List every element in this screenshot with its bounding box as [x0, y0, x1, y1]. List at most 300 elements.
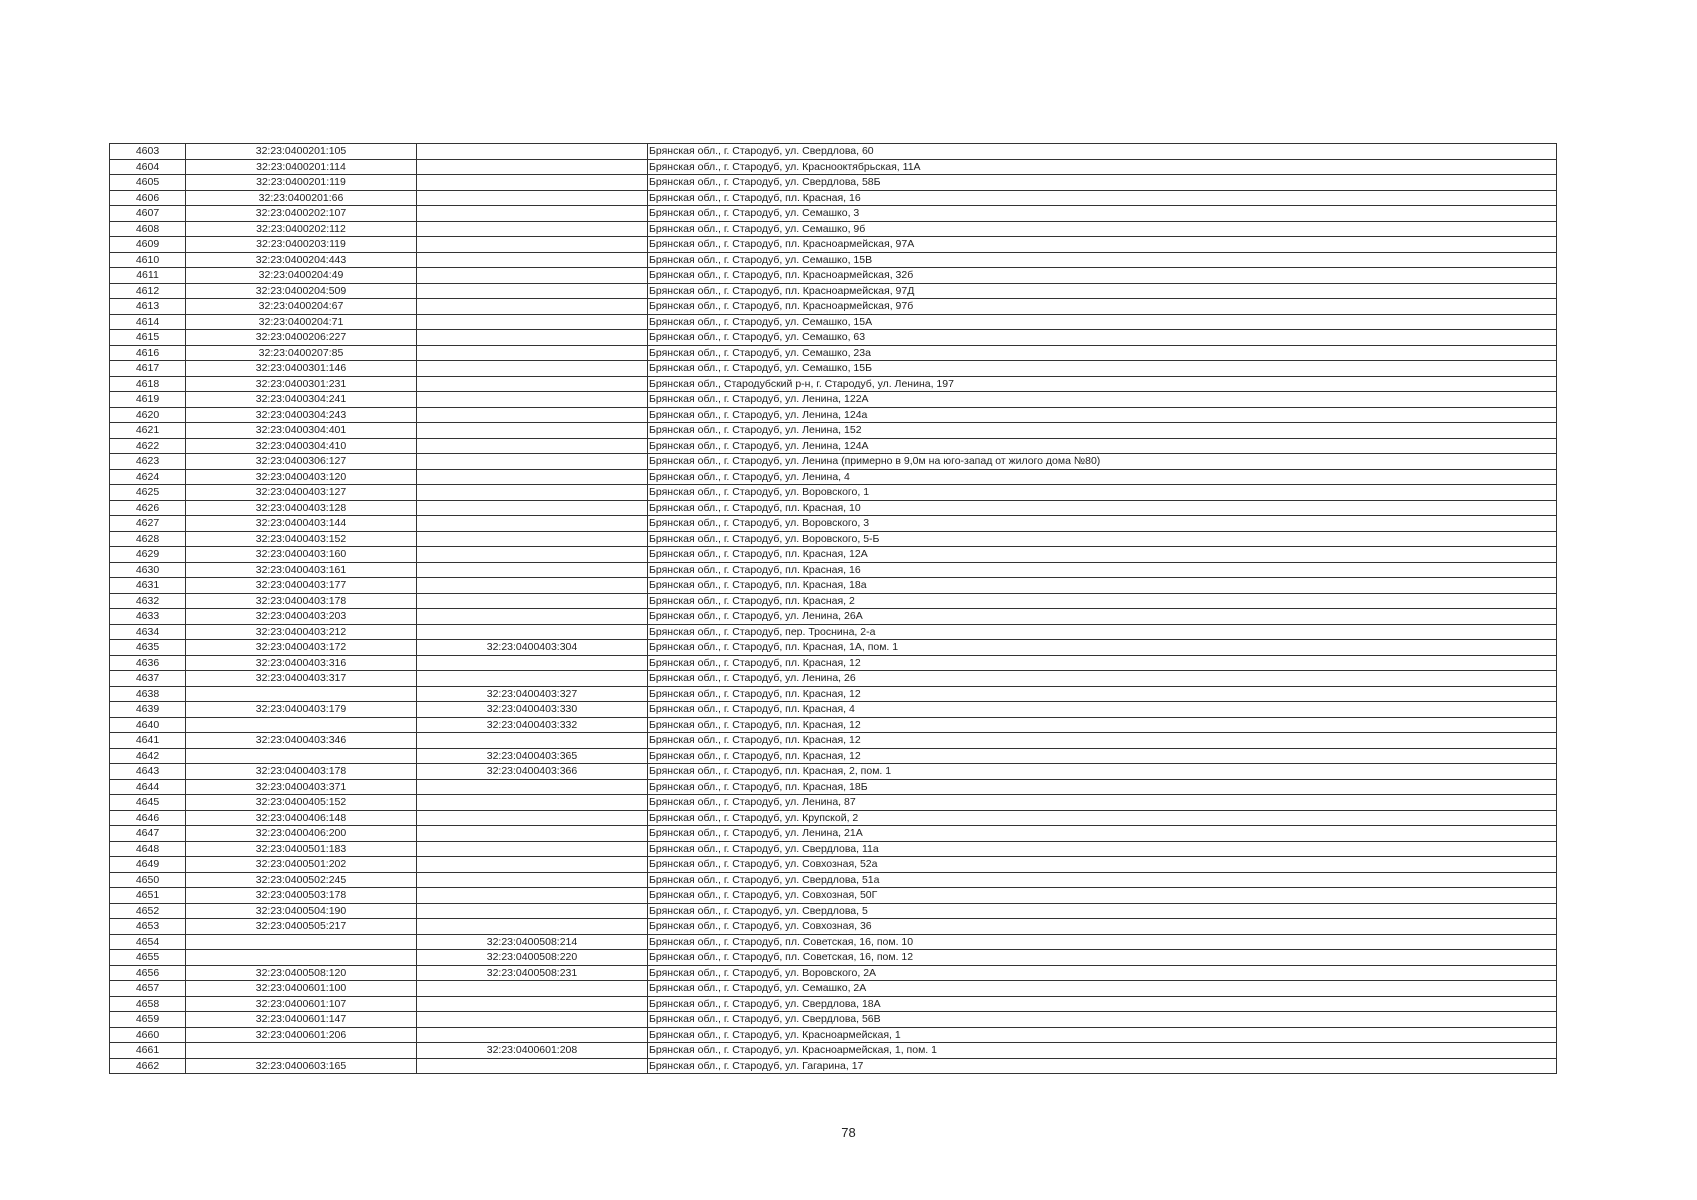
row-number-cell: 4612: [110, 283, 186, 299]
row-number-cell: 4651: [110, 888, 186, 904]
cadastral-number-cell: [186, 950, 417, 966]
address-cell: Брянская обл., г. Стародуб, ул. Воровского, 3: [648, 516, 1557, 532]
cadastral-number-cell: 32:23:0400403:144: [186, 516, 417, 532]
related-cadastral-number-cell: [417, 671, 648, 687]
table-row: [110, 609, 1557, 625]
property-table-body: [110, 144, 1557, 1074]
row-number-cell: 4639: [110, 702, 186, 718]
table-row: [110, 423, 1557, 439]
cadastral-number-cell: 32:23:0400304:243: [186, 407, 417, 423]
row-number-cell: 4620: [110, 407, 186, 423]
related-cadastral-number-cell: [417, 981, 648, 997]
table-row: [110, 206, 1557, 222]
address-cell: Брянская обл., г. Стародуб, ул. Воровского, 2А: [648, 965, 1557, 981]
related-cadastral-number-cell: [417, 547, 648, 563]
row-number-cell: 4635: [110, 640, 186, 656]
table-row: [110, 190, 1557, 206]
related-cadastral-number-cell: [417, 454, 648, 470]
address-cell: Брянская обл., г. Стародуб, пл. Красноармейская, 97Д: [648, 283, 1557, 299]
table-row: [110, 516, 1557, 532]
table-row: [110, 361, 1557, 377]
related-cadastral-number-cell: [417, 175, 648, 191]
address-cell: Брянская обл., г. Стародуб, ул. Свердлова, 18А: [648, 996, 1557, 1012]
related-cadastral-number-cell: [417, 206, 648, 222]
address-cell: Брянская обл., г. Стародуб, ул. Семашко, 2А: [648, 981, 1557, 997]
cadastral-number-cell: 32:23:0400301:146: [186, 361, 417, 377]
cadastral-number-cell: [186, 934, 417, 950]
address-cell: Брянская обл., г. Стародуб, пл. Красная, 18Б: [648, 779, 1557, 795]
address-cell: Брянская обл., г. Стародуб, пл. Красная, 12: [648, 748, 1557, 764]
cadastral-number-cell: 32:23:0400204:443: [186, 252, 417, 268]
related-cadastral-number-cell: [417, 485, 648, 501]
table-row: [110, 438, 1557, 454]
related-cadastral-number-cell: [417, 531, 648, 547]
table-row: [110, 314, 1557, 330]
table-row: [110, 469, 1557, 485]
address-cell: Брянская обл., г. Стародуб, пл. Красноармейская, 97б: [648, 299, 1557, 315]
related-cadastral-number-cell: [417, 578, 648, 594]
related-cadastral-number-cell: [417, 562, 648, 578]
row-number-cell: 4653: [110, 919, 186, 935]
table-row: [110, 919, 1557, 935]
row-number-cell: 4642: [110, 748, 186, 764]
table-row: [110, 686, 1557, 702]
table-row: [110, 1058, 1557, 1074]
related-cadastral-number-cell: [417, 144, 648, 160]
related-cadastral-number-cell: 32:23:0400403:330: [417, 702, 648, 718]
related-cadastral-number-cell: [417, 872, 648, 888]
related-cadastral-number-cell: [417, 919, 648, 935]
cadastral-number-cell: 32:23:0400502:245: [186, 872, 417, 888]
address-cell: Брянская обл., г. Стародуб, ул. Красноармейская, 1: [648, 1027, 1557, 1043]
table-row: [110, 888, 1557, 904]
row-number-cell: 4627: [110, 516, 186, 532]
address-cell: Брянская обл., г. Стародуб, ул. Ленина, 4: [648, 469, 1557, 485]
cadastral-number-cell: 32:23:0400403:178: [186, 764, 417, 780]
cadastral-number-cell: 32:23:0400403:316: [186, 655, 417, 671]
cadastral-number-cell: 32:23:0400403:177: [186, 578, 417, 594]
row-number-cell: 4656: [110, 965, 186, 981]
row-number-cell: 4659: [110, 1012, 186, 1028]
row-number-cell: 4604: [110, 159, 186, 175]
table-row: [110, 841, 1557, 857]
related-cadastral-number-cell: [417, 810, 648, 826]
related-cadastral-number-cell: 32:23:0400403:366: [417, 764, 648, 780]
related-cadastral-number-cell: [417, 795, 648, 811]
cadastral-number-cell: 32:23:0400505:217: [186, 919, 417, 935]
table-row: [110, 950, 1557, 966]
related-cadastral-number-cell: 32:23:0400403:327: [417, 686, 648, 702]
cadastral-number-cell: 32:23:0400403:371: [186, 779, 417, 795]
row-number-cell: 4638: [110, 686, 186, 702]
related-cadastral-number-cell: [417, 438, 648, 454]
table-row: [110, 299, 1557, 315]
row-number-cell: 4641: [110, 733, 186, 749]
row-number-cell: 4613: [110, 299, 186, 315]
cadastral-number-cell: 32:23:0400403:203: [186, 609, 417, 625]
related-cadastral-number-cell: 32:23:0400508:220: [417, 950, 648, 966]
address-cell: Брянская обл., г. Стародуб, ул. Семашко, 23а: [648, 345, 1557, 361]
address-cell: Брянская обл., г. Стародуб, ул. Красноармейская, 1, пом. 1: [648, 1043, 1557, 1059]
related-cadastral-number-cell: 32:23:0400403:304: [417, 640, 648, 656]
address-cell: Брянская обл., г. Стародуб, пл. Красная, 12: [648, 686, 1557, 702]
address-cell: Брянская обл., г. Стародуб, ул. Семашко, 9б: [648, 221, 1557, 237]
address-cell: Брянская обл., г. Стародуб, ул. Ленина, 21А: [648, 826, 1557, 842]
cadastral-number-cell: 32:23:0400403:346: [186, 733, 417, 749]
cadastral-number-cell: 32:23:0400202:112: [186, 221, 417, 237]
cadastral-number-cell: 32:23:0400306:127: [186, 454, 417, 470]
row-number-cell: 4636: [110, 655, 186, 671]
table-row: [110, 1027, 1557, 1043]
related-cadastral-number-cell: [417, 1027, 648, 1043]
related-cadastral-number-cell: [417, 516, 648, 532]
address-cell: Брянская обл., г. Стародуб, пер. Троснина, 2-а: [648, 624, 1557, 640]
address-cell: Брянская обл., г. Стародуб, ул. Ленина, 124а: [648, 407, 1557, 423]
table-row: [110, 1043, 1557, 1059]
address-cell: Брянская обл., г. Стародуб, ул. Ленина, 124А: [648, 438, 1557, 454]
address-cell: Брянская обл., г. Стародуб, ул. Свердлова, 11а: [648, 841, 1557, 857]
table-row: [110, 547, 1557, 563]
table-row: [110, 981, 1557, 997]
row-number-cell: 4624: [110, 469, 186, 485]
related-cadastral-number-cell: [417, 361, 648, 377]
related-cadastral-number-cell: [417, 314, 648, 330]
cadastral-number-cell: 32:23:0400304:410: [186, 438, 417, 454]
address-cell: Брянская обл., г. Стародуб, ул. Воровского, 5-Б: [648, 531, 1557, 547]
cadastral-number-cell: 32:23:0400403:178: [186, 593, 417, 609]
address-cell: Брянская обл., г. Стародуб, ул. Семашко, 15А: [648, 314, 1557, 330]
related-cadastral-number-cell: [417, 841, 648, 857]
address-cell: Брянская обл., г. Стародуб, ул. Воровского, 1: [648, 485, 1557, 501]
row-number-cell: 4632: [110, 593, 186, 609]
table-row: [110, 407, 1557, 423]
address-cell: Брянская обл., г. Стародуб, пл. Красная, 12: [648, 733, 1557, 749]
address-cell: Брянская обл., г. Стародуб, пл. Красная, 1А, пом. 1: [648, 640, 1557, 656]
related-cadastral-number-cell: [417, 733, 648, 749]
table-row: [110, 454, 1557, 470]
address-cell: Брянская обл., г. Стародуб, ул. Краснооктябрьская, 11А: [648, 159, 1557, 175]
row-number-cell: 4637: [110, 671, 186, 687]
cadastral-number-cell: 32:23:0400501:183: [186, 841, 417, 857]
cadastral-number-cell: 32:23:0400601:206: [186, 1027, 417, 1043]
cadastral-number-cell: 32:23:0400508:120: [186, 965, 417, 981]
address-cell: Брянская обл., г. Стародуб, ул. Ленина (примерно в 9,0м на юго-запад от жилого дома №80): [648, 454, 1557, 470]
cadastral-number-cell: [186, 686, 417, 702]
row-number-cell: 4626: [110, 500, 186, 516]
row-number-cell: 4609: [110, 237, 186, 253]
table-row: [110, 826, 1557, 842]
table-row: [110, 283, 1557, 299]
row-number-cell: 4616: [110, 345, 186, 361]
cadastral-number-cell: [186, 717, 417, 733]
address-cell: Брянская обл., г. Стародуб, ул. Свердлова, 58Б: [648, 175, 1557, 191]
address-cell: Брянская обл., г. Стародуб, ул. Ленина, 87: [648, 795, 1557, 811]
row-number-cell: 4633: [110, 609, 186, 625]
address-cell: Брянская обл., г. Стародуб, ул. Семашко, 3: [648, 206, 1557, 222]
related-cadastral-number-cell: [417, 655, 648, 671]
related-cadastral-number-cell: [417, 1012, 648, 1028]
related-cadastral-number-cell: [417, 345, 648, 361]
address-cell: Брянская обл., г. Стародуб, ул. Ленина, 26А: [648, 609, 1557, 625]
row-number-cell: 4654: [110, 934, 186, 950]
row-number-cell: 4650: [110, 872, 186, 888]
table-row: [110, 330, 1557, 346]
cadastral-number-cell: 32:23:0400204:509: [186, 283, 417, 299]
table-row: [110, 268, 1557, 284]
row-number-cell: 4615: [110, 330, 186, 346]
row-number-cell: 4628: [110, 531, 186, 547]
row-number-cell: 4662: [110, 1058, 186, 1074]
cadastral-number-cell: 32:23:0400403:160: [186, 547, 417, 563]
address-cell: Брянская обл., г. Стародуб, пл. Красная, 16: [648, 190, 1557, 206]
table-row: [110, 392, 1557, 408]
related-cadastral-number-cell: [417, 826, 648, 842]
address-cell: Брянская обл., г. Стародуб, ул. Совхозная, 52а: [648, 857, 1557, 873]
cadastral-number-cell: [186, 1043, 417, 1059]
table-row: [110, 779, 1557, 795]
cadastral-number-cell: 32:23:0400503:178: [186, 888, 417, 904]
table-row: [110, 996, 1557, 1012]
address-cell: Брянская обл., г. Стародуб, пл. Красная, 16: [648, 562, 1557, 578]
table-row: [110, 671, 1557, 687]
address-cell: Брянская обл., г. Стародуб, пл. Красная, 12А: [648, 547, 1557, 563]
cadastral-number-cell: 32:23:0400403:172: [186, 640, 417, 656]
row-number-cell: 4623: [110, 454, 186, 470]
address-cell: Брянская обл., г. Стародуб, пл. Красная, 18а: [648, 578, 1557, 594]
address-cell: Брянская обл., г. Стародуб, пл. Красная, 2, пом. 1: [648, 764, 1557, 780]
cadastral-number-cell: 32:23:0400304:241: [186, 392, 417, 408]
row-number-cell: 4629: [110, 547, 186, 563]
cadastral-number-cell: 32:23:0400204:71: [186, 314, 417, 330]
table-row: [110, 252, 1557, 268]
table-row: [110, 593, 1557, 609]
row-number-cell: 4657: [110, 981, 186, 997]
cadastral-number-cell: 32:23:0400201:119: [186, 175, 417, 191]
row-number-cell: 4658: [110, 996, 186, 1012]
related-cadastral-number-cell: [417, 609, 648, 625]
cadastral-number-cell: 32:23:0400403:161: [186, 562, 417, 578]
cadastral-number-cell: 32:23:0400406:148: [186, 810, 417, 826]
related-cadastral-number-cell: [417, 252, 648, 268]
row-number-cell: 4643: [110, 764, 186, 780]
table-row: [110, 965, 1557, 981]
address-cell: Брянская обл., г. Стародуб, пл. Красноармейская, 97А: [648, 237, 1557, 253]
address-cell: Брянская обл., г. Стародуб, пл. Советская, 16, пом. 10: [648, 934, 1557, 950]
address-cell: Брянская обл., г. Стародуб, пл. Красноармейская, 32б: [648, 268, 1557, 284]
cadastral-number-cell: 32:23:0400403:317: [186, 671, 417, 687]
cadastral-number-cell: 32:23:0400504:190: [186, 903, 417, 919]
related-cadastral-number-cell: [417, 268, 648, 284]
address-cell: Брянская обл., г. Стародуб, ул. Ленина, 152: [648, 423, 1557, 439]
address-cell: Брянская обл., г. Стародуб, ул. Совхозная, 36: [648, 919, 1557, 935]
row-number-cell: 4605: [110, 175, 186, 191]
cadastral-number-cell: 32:23:0400207:85: [186, 345, 417, 361]
address-cell: Брянская обл., г. Стародуб, ул. Свердлова, 51а: [648, 872, 1557, 888]
cadastral-number-cell: 32:23:0400601:107: [186, 996, 417, 1012]
table-row: [110, 175, 1557, 191]
address-cell: Брянская обл., г. Стародуб, ул. Гагарина, 17: [648, 1058, 1557, 1074]
related-cadastral-number-cell: [417, 159, 648, 175]
address-cell: Брянская обл., г. Стародуб, пл. Красная, 10: [648, 500, 1557, 516]
related-cadastral-number-cell: [417, 190, 648, 206]
row-number-cell: 4617: [110, 361, 186, 377]
row-number-cell: 4655: [110, 950, 186, 966]
row-number-cell: 4614: [110, 314, 186, 330]
row-number-cell: 4646: [110, 810, 186, 826]
row-number-cell: 4644: [110, 779, 186, 795]
cadastral-number-cell: 32:23:0400201:66: [186, 190, 417, 206]
address-cell: Брянская обл., г. Стародуб, ул. Семашко, 15Б: [648, 361, 1557, 377]
table-row: [110, 159, 1557, 175]
row-number-cell: 4647: [110, 826, 186, 842]
page-number: 78: [841, 1125, 856, 1140]
table-row: [110, 795, 1557, 811]
address-cell: Брянская обл., г. Стародуб, пл. Красная, 12: [648, 717, 1557, 733]
table-row: [110, 903, 1557, 919]
table-row: [110, 624, 1557, 640]
row-number-cell: 4661: [110, 1043, 186, 1059]
address-cell: Брянская обл., г. Стародуб, ул. Свердлова, 5: [648, 903, 1557, 919]
related-cadastral-number-cell: [417, 500, 648, 516]
address-cell: Брянская обл., Стародубский р-н, г. Стародуб, ул. Ленина, 197: [648, 376, 1557, 392]
table-row: [110, 810, 1557, 826]
table-row: [110, 578, 1557, 594]
related-cadastral-number-cell: [417, 857, 648, 873]
row-number-cell: 4630: [110, 562, 186, 578]
table-row: [110, 764, 1557, 780]
table-row: [110, 1012, 1557, 1028]
related-cadastral-number-cell: [417, 237, 648, 253]
table-row: [110, 655, 1557, 671]
row-number-cell: 4645: [110, 795, 186, 811]
address-cell: Брянская обл., г. Стародуб, пл. Красная, 12: [648, 655, 1557, 671]
table-row: [110, 872, 1557, 888]
table-row: [110, 717, 1557, 733]
table-row: [110, 531, 1557, 547]
table-row: [110, 702, 1557, 718]
table-row: [110, 221, 1557, 237]
table-row: [110, 237, 1557, 253]
cadastral-number-cell: 32:23:0400403:128: [186, 500, 417, 516]
related-cadastral-number-cell: 32:23:0400403:365: [417, 748, 648, 764]
row-number-cell: 4631: [110, 578, 186, 594]
cadastral-number-cell: 32:23:0400206:227: [186, 330, 417, 346]
cadastral-number-cell: 32:23:0400406:200: [186, 826, 417, 842]
address-cell: Брянская обл., г. Стародуб, ул. Ленина, 26: [648, 671, 1557, 687]
property-table: [109, 143, 1557, 1074]
row-number-cell: 4619: [110, 392, 186, 408]
related-cadastral-number-cell: [417, 283, 648, 299]
row-number-cell: 4648: [110, 841, 186, 857]
row-number-cell: 4640: [110, 717, 186, 733]
table-row: [110, 748, 1557, 764]
cadastral-number-cell: 32:23:0400501:202: [186, 857, 417, 873]
cadastral-number-cell: 32:23:0400603:165: [186, 1058, 417, 1074]
related-cadastral-number-cell: [417, 469, 648, 485]
row-number-cell: 4603: [110, 144, 186, 160]
table-row: [110, 345, 1557, 361]
cadastral-number-cell: 32:23:0400304:401: [186, 423, 417, 439]
row-number-cell: 4649: [110, 857, 186, 873]
address-cell: Брянская обл., г. Стародуб, ул. Свердлова, 56В: [648, 1012, 1557, 1028]
table-row: [110, 500, 1557, 516]
table-row: [110, 144, 1557, 160]
cadastral-number-cell: 32:23:0400201:114: [186, 159, 417, 175]
cadastral-number-cell: 32:23:0400403:179: [186, 702, 417, 718]
related-cadastral-number-cell: [417, 330, 648, 346]
cadastral-number-cell: 32:23:0400203:119: [186, 237, 417, 253]
address-cell: Брянская обл., г. Стародуб, ул. Свердлова, 60: [648, 144, 1557, 160]
related-cadastral-number-cell: [417, 299, 648, 315]
related-cadastral-number-cell: [417, 624, 648, 640]
address-cell: Брянская обл., г. Стародуб, ул. Ленина, 122А: [648, 392, 1557, 408]
related-cadastral-number-cell: 32:23:0400601:208: [417, 1043, 648, 1059]
table-row: [110, 733, 1557, 749]
related-cadastral-number-cell: [417, 996, 648, 1012]
cadastral-number-cell: [186, 748, 417, 764]
table-row: [110, 376, 1557, 392]
row-number-cell: 4608: [110, 221, 186, 237]
table-row: [110, 485, 1557, 501]
row-number-cell: 4606: [110, 190, 186, 206]
address-cell: Брянская обл., г. Стародуб, ул. Крупской, 2: [648, 810, 1557, 826]
cadastral-number-cell: 32:23:0400403:127: [186, 485, 417, 501]
row-number-cell: 4618: [110, 376, 186, 392]
related-cadastral-number-cell: [417, 407, 648, 423]
table-row: [110, 562, 1557, 578]
related-cadastral-number-cell: [417, 593, 648, 609]
cadastral-number-cell: 32:23:0400601:100: [186, 981, 417, 997]
related-cadastral-number-cell: [417, 888, 648, 904]
cadastral-number-cell: 32:23:0400204:49: [186, 268, 417, 284]
cadastral-number-cell: 32:23:0400403:152: [186, 531, 417, 547]
row-number-cell: 4607: [110, 206, 186, 222]
related-cadastral-number-cell: [417, 903, 648, 919]
related-cadastral-number-cell: [417, 376, 648, 392]
table-row: [110, 934, 1557, 950]
cadastral-number-cell: 32:23:0400403:120: [186, 469, 417, 485]
row-number-cell: 4621: [110, 423, 186, 439]
row-number-cell: 4634: [110, 624, 186, 640]
address-cell: Брянская обл., г. Стародуб, ул. Семашко, 15В: [648, 252, 1557, 268]
row-number-cell: 4660: [110, 1027, 186, 1043]
related-cadastral-number-cell: [417, 779, 648, 795]
related-cadastral-number-cell: [417, 423, 648, 439]
cadastral-number-cell: 32:23:0400202:107: [186, 206, 417, 222]
address-cell: Брянская обл., г. Стародуб, ул. Совхозная, 50Г: [648, 888, 1557, 904]
row-number-cell: 4652: [110, 903, 186, 919]
address-cell: Брянская обл., г. Стародуб, ул. Семашко, 63: [648, 330, 1557, 346]
address-cell: Брянская обл., г. Стародуб, пл. Советская, 16, пом. 12: [648, 950, 1557, 966]
related-cadastral-number-cell: 32:23:0400403:332: [417, 717, 648, 733]
row-number-cell: 4625: [110, 485, 186, 501]
related-cadastral-number-cell: [417, 392, 648, 408]
row-number-cell: 4611: [110, 268, 186, 284]
cadastral-number-cell: 32:23:0400301:231: [186, 376, 417, 392]
table-row: [110, 640, 1557, 656]
table-row: [110, 857, 1557, 873]
row-number-cell: 4610: [110, 252, 186, 268]
cadastral-number-cell: 32:23:0400403:212: [186, 624, 417, 640]
cadastral-number-cell: 32:23:0400601:147: [186, 1012, 417, 1028]
address-cell: Брянская обл., г. Стародуб, пл. Красная, 4: [648, 702, 1557, 718]
address-cell: Брянская обл., г. Стародуб, пл. Красная, 2: [648, 593, 1557, 609]
row-number-cell: 4622: [110, 438, 186, 454]
related-cadastral-number-cell: 32:23:0400508:214: [417, 934, 648, 950]
cadastral-number-cell: 32:23:0400204:67: [186, 299, 417, 315]
related-cadastral-number-cell: [417, 1058, 648, 1074]
cadastral-number-cell: 32:23:0400201:105: [186, 144, 417, 160]
